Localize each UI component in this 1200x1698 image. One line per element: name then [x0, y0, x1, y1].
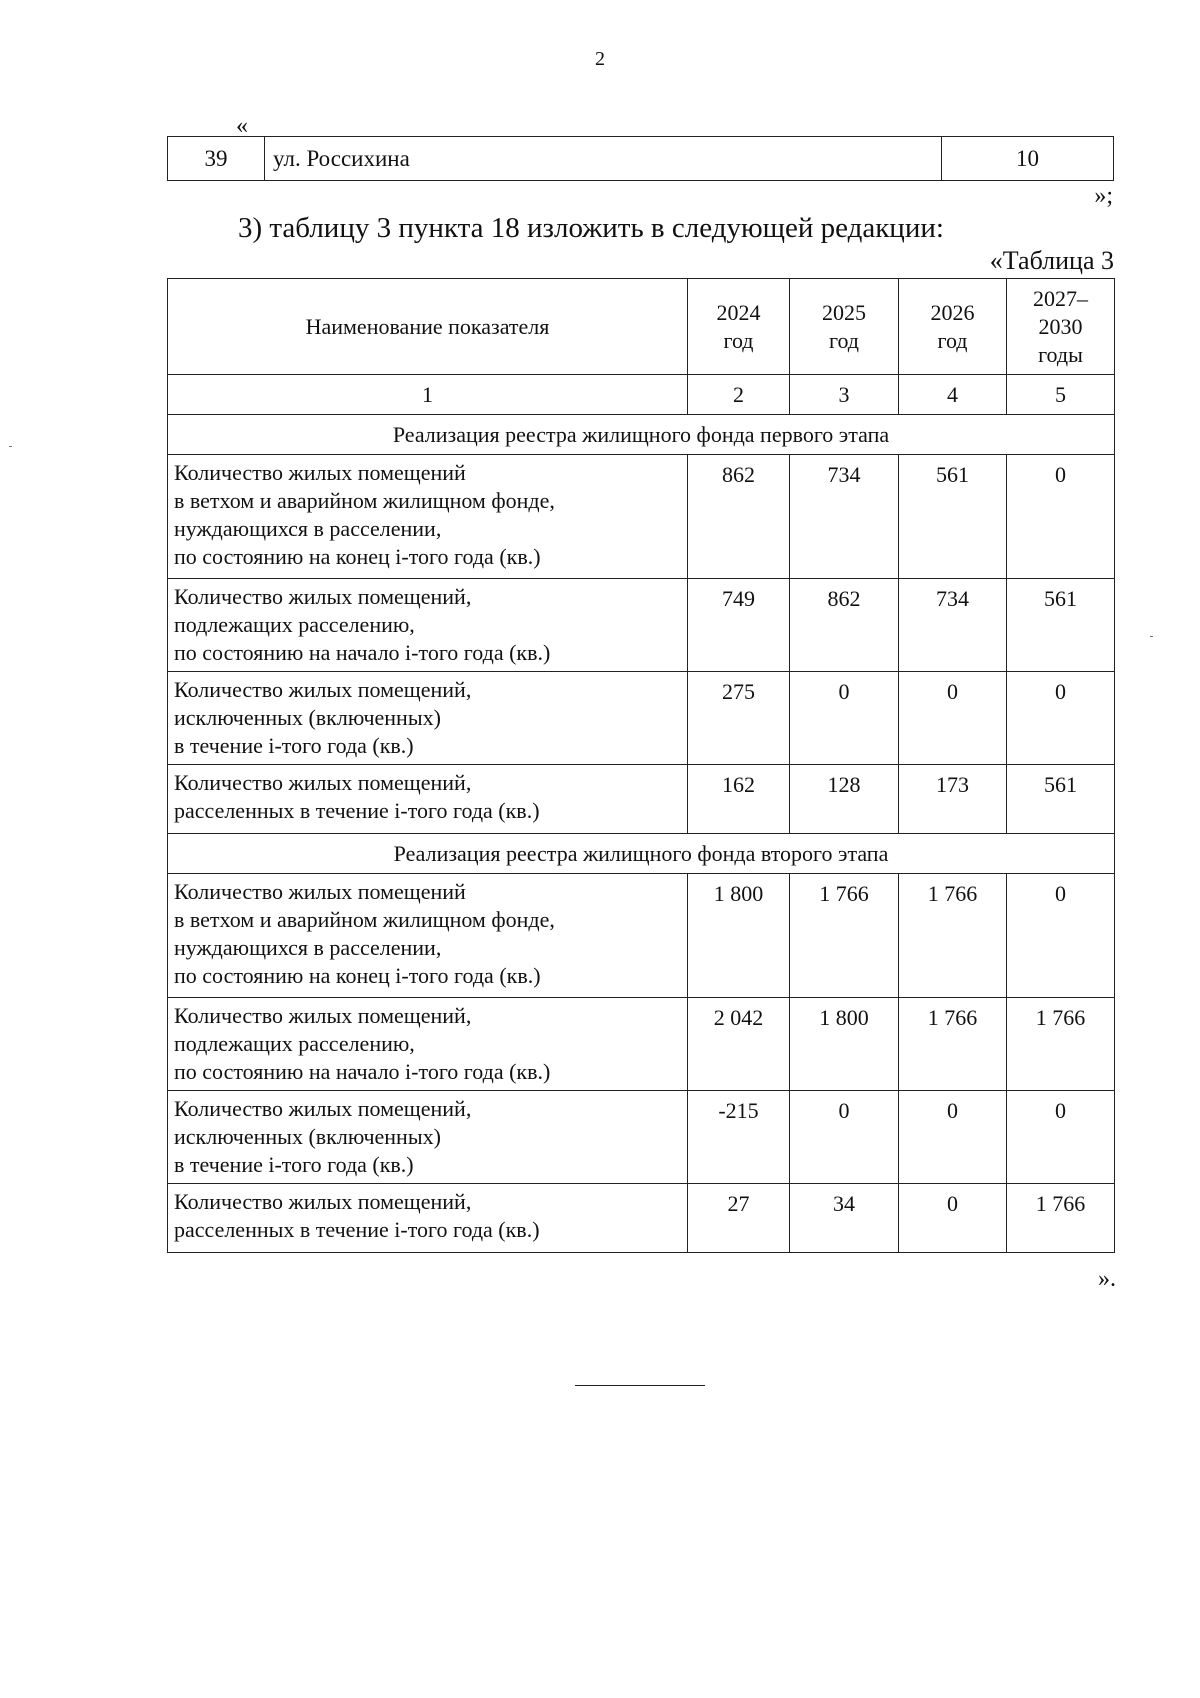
- row-number-cell: 39: [168, 137, 265, 181]
- value-cell: 1 766: [899, 874, 1007, 998]
- value-cell: 0: [790, 1091, 899, 1184]
- column-number: 2: [688, 375, 790, 415]
- header-2027-2030: [1007, 279, 1115, 375]
- value-cell: 0: [899, 1184, 1007, 1253]
- value-cell: 1 800: [688, 874, 790, 998]
- indicator-name-line: по состоянию на конец i-того года (кв.): [174, 544, 541, 569]
- column-numbers-row: [168, 375, 1115, 415]
- header-2026: [899, 279, 1007, 375]
- value-cell: -215: [688, 1091, 790, 1184]
- value-cell: 128: [790, 765, 899, 834]
- value-cell: 27: [688, 1184, 790, 1253]
- indicator-name: [168, 765, 688, 834]
- indicator-name-line: Количество жилых помещений,: [174, 677, 472, 702]
- value-cell: 173: [899, 765, 1007, 834]
- value-cell: 561: [1007, 579, 1115, 672]
- value-cell: 561: [899, 455, 1007, 579]
- value-cell: 1 800: [790, 998, 899, 1091]
- header-2025: [790, 279, 899, 375]
- indicator-name-line: Количество жилых помещений: [174, 460, 466, 485]
- table-body: [168, 279, 1115, 1253]
- scan-artifact: [1150, 636, 1153, 637]
- header-2026-unit: год: [937, 327, 968, 353]
- header-2024: [688, 279, 790, 375]
- indicator-name-line: подлежащих расселению,: [174, 612, 415, 637]
- instruction-paragraph: 3) таблицу 3 пункта 18 изложить в следующей редакции:: [238, 212, 944, 244]
- header-2026-year: 2026: [930, 299, 975, 325]
- indicator-name-line: по состоянию на начало i-того года (кв.): [174, 1059, 551, 1084]
- header-2027-2030-to: 2030: [1038, 313, 1083, 339]
- street-cell: ул. Россихина: [265, 137, 942, 181]
- table-row: [168, 874, 1115, 998]
- indicator-name-line: Количество жилых помещений,: [174, 770, 472, 795]
- value-cell: 162: [688, 765, 790, 834]
- value-cell: 0: [790, 672, 899, 765]
- value-cell: 1 766: [899, 998, 1007, 1091]
- indicator-name: [168, 1091, 688, 1184]
- value-cell: 1 766: [1007, 1184, 1115, 1253]
- section-title: Реализация реестра жилищного фонда первого этапа: [168, 415, 1115, 455]
- table-label: «Таблица 3: [989, 246, 1114, 275]
- table-row: [168, 1091, 1115, 1184]
- header-indicator-name: Наименование показателя: [168, 279, 688, 375]
- value-cell: 0: [899, 1091, 1007, 1184]
- indicator-name-line: исключенных (включенных): [174, 705, 441, 730]
- value-cell: 0: [899, 672, 1007, 765]
- indicator-name-line: подлежащих расселению,: [174, 1031, 415, 1056]
- value-cell: 10: [942, 137, 1114, 181]
- opening-quote: «: [236, 113, 248, 139]
- value-cell: 561: [1007, 765, 1115, 834]
- value-cell: 34: [790, 1184, 899, 1253]
- value-cell: 1 766: [1007, 998, 1115, 1091]
- column-number: 5: [1007, 375, 1115, 415]
- table-row: [168, 765, 1115, 834]
- value-cell: 0: [1007, 1091, 1115, 1184]
- indicator-name-line: по состоянию на начало i-того года (кв.): [174, 640, 551, 665]
- section-header-row: [168, 415, 1115, 455]
- section-header-row: [168, 834, 1115, 874]
- header-2024-unit: год: [723, 327, 754, 353]
- indicator-name-line: расселенных в течение i-того года (кв.): [174, 798, 540, 823]
- indicator-name-line: Количество жилых помещений: [174, 879, 466, 904]
- indicator-name-line: по состоянию на конец i-того года (кв.): [174, 963, 541, 988]
- end-of-document-line: [575, 1385, 705, 1386]
- closing-quote-1: »;: [1094, 183, 1113, 209]
- table-row: [168, 455, 1115, 579]
- indicator-name: [168, 579, 688, 672]
- value-cell: 862: [688, 455, 790, 579]
- indicator-name-line: в ветхом и аварийном жилищном фонде,: [174, 907, 555, 932]
- indicator-name-line: Количество жилых помещений,: [174, 1189, 472, 1214]
- indicator-name-line: исключенных (включенных): [174, 1124, 441, 1149]
- indicator-name-line: нуждающихся в расселении,: [174, 516, 442, 541]
- indicator-name-line: нуждающихся в расселении,: [174, 935, 442, 960]
- value-cell: 0: [1007, 672, 1115, 765]
- value-cell: 1 766: [790, 874, 899, 998]
- scan-artifact: [9, 446, 12, 447]
- column-number: 4: [899, 375, 1007, 415]
- table-header-row: [168, 279, 1115, 375]
- value-cell: 2 042: [688, 998, 790, 1091]
- value-cell: 749: [688, 579, 790, 672]
- table-row: [168, 998, 1115, 1091]
- table-row: [168, 137, 1114, 181]
- header-2027-2030-from: 2027–: [1033, 285, 1088, 311]
- indicator-name-line: Количество жилых помещений,: [174, 584, 472, 609]
- value-cell: 275: [688, 672, 790, 765]
- value-cell: 862: [790, 579, 899, 672]
- indicator-name: [168, 1184, 688, 1253]
- indicator-name: [168, 874, 688, 998]
- value-cell: 734: [790, 455, 899, 579]
- closing-quote-2: ».: [1098, 1266, 1116, 1292]
- table-row: [168, 579, 1115, 672]
- header-2027-2030-unit: годы: [1038, 341, 1083, 367]
- column-number: 1: [168, 375, 688, 415]
- indicators-table: [167, 278, 1115, 1253]
- column-number: 3: [790, 375, 899, 415]
- indicator-name-line: в течение i-того года (кв.): [174, 1152, 414, 1177]
- header-2025-unit: год: [828, 327, 860, 353]
- header-2025-year: 2025: [822, 299, 866, 325]
- indicator-name-line: Количество жилых помещений,: [174, 1096, 472, 1121]
- table-row: [168, 1184, 1115, 1253]
- header-2024-year: 2024: [716, 299, 761, 325]
- value-cell: 734: [899, 579, 1007, 672]
- indicator-name-line: Количество жилых помещений,: [174, 1003, 472, 1028]
- section-title: Реализация реестра жилищного фонда второго этапа: [168, 834, 1115, 874]
- previous-table-fragment: [167, 136, 1114, 181]
- indicator-name: [168, 672, 688, 765]
- indicator-name-line: расселенных в течение i-того года (кв.): [174, 1217, 540, 1242]
- indicator-name-line: в течение i-того года (кв.): [174, 733, 414, 758]
- indicator-name-line: в ветхом и аварийном жилищном фонде,: [174, 488, 555, 513]
- indicator-name: [168, 455, 688, 579]
- value-cell: 0: [1007, 874, 1115, 998]
- indicator-name: [168, 998, 688, 1091]
- value-cell: 0: [1007, 455, 1115, 579]
- page-number: 2: [595, 48, 605, 70]
- table-row: [168, 672, 1115, 765]
